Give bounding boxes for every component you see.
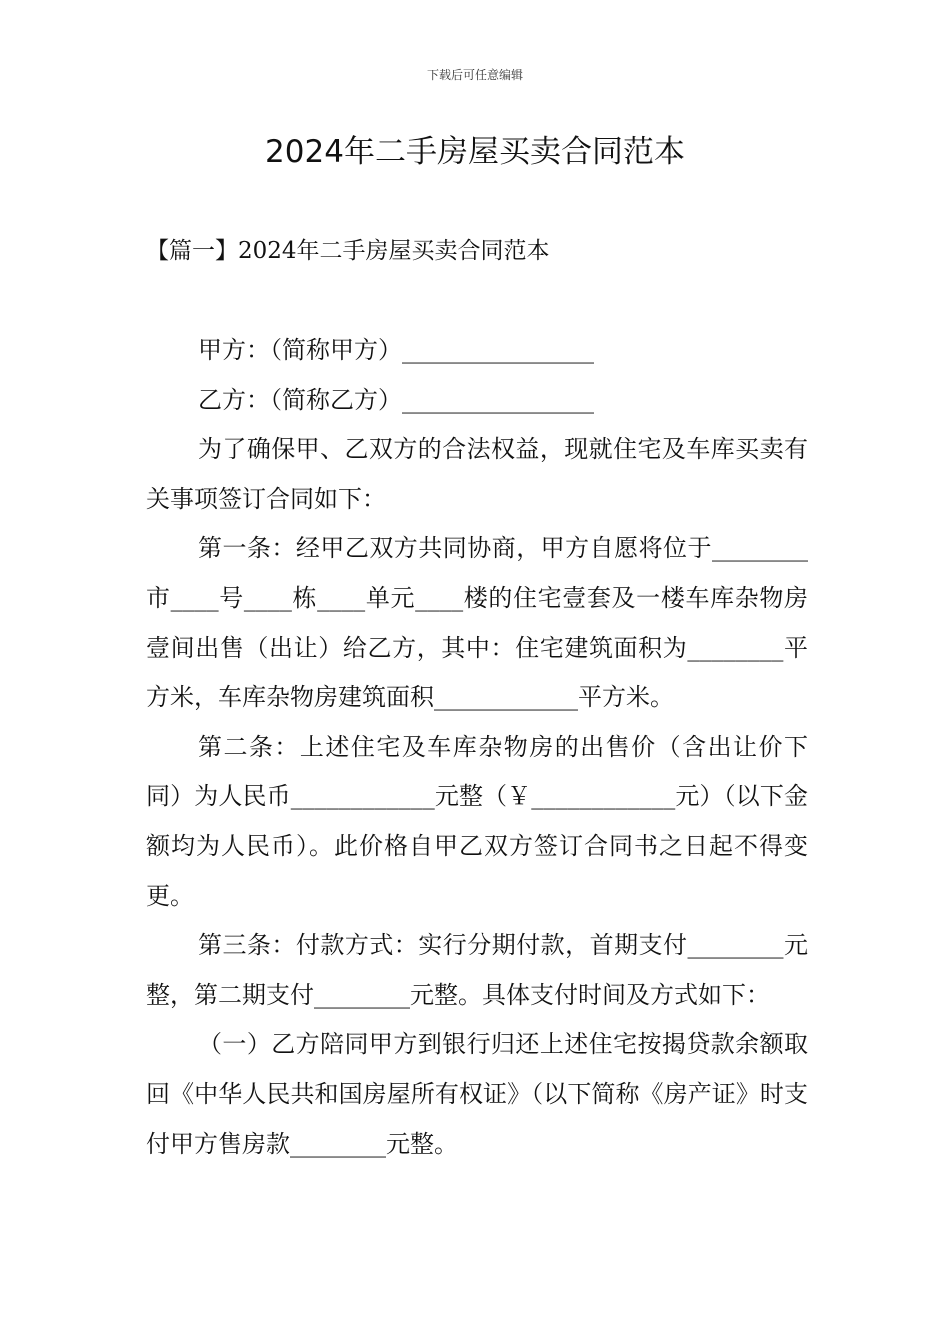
article-1-paragraph: 第一条：经甲乙双方共同协商，甲方自愿将位于________市____号____栋____单元____楼的住宅壹套及一楼车库杂物房壹间出售（出让）给乙方，其中：住宅建筑面积为________平方米，车库杂物房建筑面积____________平方米。 [146,534,808,712]
section-heading: 【篇一】2024年二手房屋买卖合同范本 [146,238,550,264]
article-2-paragraph: 第二条：上述住宅及车库杂物房的出售价（含出让价下同）为人民币____________元整（￥____________元）（以下金额均为人民币）。此价格自甲乙双方签订合同书之日起不得变更。 [146,732,808,910]
header-note: 下载后可任意编辑 [426,68,523,82]
article-3-paragraph: 第三条：付款方式：实行分期付款，首期支付________元整，第二期支付________元整。具体支付时间及方式如下： [146,931,808,1009]
document-title: 2024年二手房屋买卖合同范本 [265,134,685,170]
preamble-paragraph: 为了确保甲、乙双方的合法权益，现就住宅及车库买卖有关事项签订合同如下： [146,435,808,513]
party-a-line: 甲方：（简称甲方）________________ [198,336,594,364]
article-3-item-1-paragraph: （一）乙方陪同甲方到银行归还上述住宅按揭贷款余额取回《中华人民共和国房屋所有权证》（以下简称《房产证》时支付甲方售房款________元整。 [146,1030,808,1158]
contract-body [146,326,808,1169]
party-b-line: 乙方：（简称乙方）________________ [198,385,594,414]
